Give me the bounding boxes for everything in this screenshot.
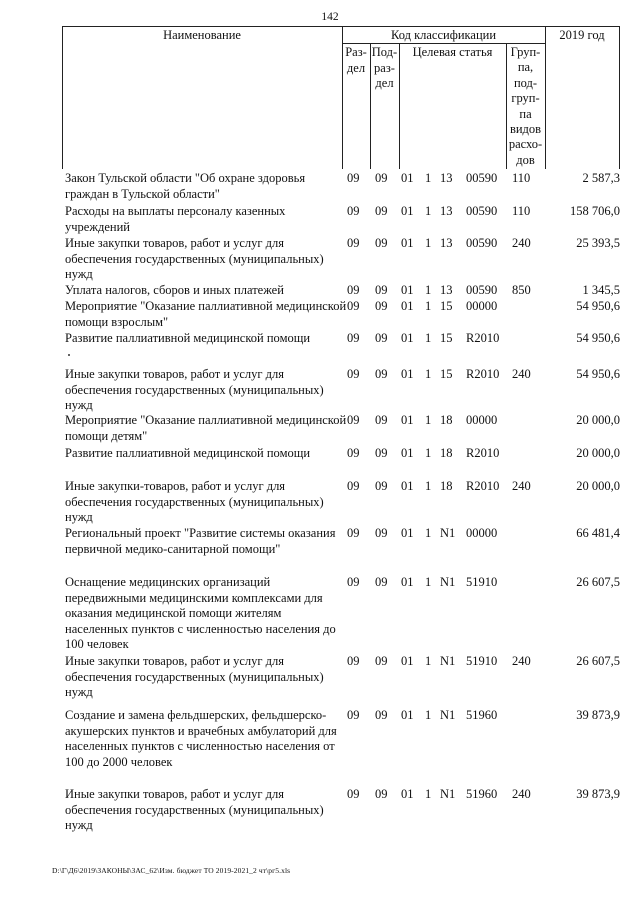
row-program: 01 xyxy=(401,236,414,250)
row-item: 13 xyxy=(440,283,453,297)
row-item: 13 xyxy=(440,204,453,218)
header-subsection: Под- раз- дел xyxy=(371,45,398,90)
row-program: 01 xyxy=(401,526,414,540)
row-item: 13 xyxy=(440,171,453,185)
row-section: 09 xyxy=(347,575,360,589)
row-direction: 00000 xyxy=(466,526,498,540)
row-name: Уплата налогов, сборов и иных платежей xyxy=(65,283,284,297)
row-name: Иные закупки-товаров, работ и услуг для обеспечения государственных (муниципальных) нужд xyxy=(65,479,324,524)
row-name: Иные закупки товаров, работ и услуг для обеспечения государственных (муниципальных) нужд xyxy=(65,367,324,412)
row-section: 09 xyxy=(347,236,360,250)
row-expense-type: 240 xyxy=(512,654,531,668)
row-subsection: 09 xyxy=(375,526,388,540)
row-name: Закон Тульской области "Об охране здоровья граждан в Тульской области" xyxy=(65,171,306,201)
header-year: 2019 год xyxy=(559,28,605,42)
row-subprogram: 1 xyxy=(425,299,432,313)
row-direction: 00000 xyxy=(466,299,498,313)
row-direction: R2010 xyxy=(466,331,500,345)
row-direction: R2010 xyxy=(466,479,500,493)
row-amount: 54 950,6 xyxy=(576,299,620,313)
row-section: 09 xyxy=(347,204,360,218)
row-direction: 00590 xyxy=(466,236,498,250)
row-amount: 54 950,6 xyxy=(576,367,620,381)
row-program: 01 xyxy=(401,654,414,668)
row-subsection: 09 xyxy=(375,204,388,218)
row-name: Иные закупки товаров, работ и услуг для обеспечения государственных (муниципальных) нужд xyxy=(65,787,324,832)
row-item: N1 xyxy=(440,654,456,668)
row-item: 18 xyxy=(440,446,453,460)
row-expense-type: 110 xyxy=(512,171,531,185)
row-direction: 51910 xyxy=(466,575,498,589)
header-target: Целевая статья xyxy=(412,45,493,59)
row-item: 18 xyxy=(440,413,453,427)
row-name: Региональный проект "Развитие системы оказания первичной медико-санитарной помощи" xyxy=(65,526,336,556)
row-subprogram: 1 xyxy=(425,331,432,345)
row-subprogram: 1 xyxy=(425,204,432,218)
header-section: Раз- дел xyxy=(345,45,367,75)
scan-speck xyxy=(68,354,70,356)
row-subprogram: 1 xyxy=(425,708,432,722)
row-direction: 00590 xyxy=(466,171,498,185)
row-subprogram: 1 xyxy=(425,654,432,668)
row-item: 15 xyxy=(440,299,453,313)
row-program: 01 xyxy=(401,708,414,722)
row-subsection: 09 xyxy=(375,299,388,313)
col-divider-group xyxy=(545,26,546,169)
row-subsection: 09 xyxy=(375,331,388,345)
row-section: 09 xyxy=(347,413,360,427)
row-direction: 00000 xyxy=(466,413,498,427)
row-section: 09 xyxy=(347,479,360,493)
header-name: Наименование xyxy=(163,28,241,42)
row-name: Иные закупки товаров, работ и услуг для обеспечения государственных (муниципальных) нужд xyxy=(65,236,324,281)
row-subsection: 09 xyxy=(375,236,388,250)
row-section: 09 xyxy=(347,654,360,668)
row-amount: 26 607,5 xyxy=(576,654,620,668)
row-item: 15 xyxy=(440,331,453,345)
row-subprogram: 1 xyxy=(425,575,432,589)
row-direction: 51960 xyxy=(466,787,498,801)
row-item: 18 xyxy=(440,479,453,493)
row-amount: 26 607,5 xyxy=(576,575,620,589)
row-subsection: 09 xyxy=(375,446,388,460)
row-program: 01 xyxy=(401,283,414,297)
row-name: Развитие паллиативной медицинской помощи xyxy=(65,446,311,460)
row-direction: R2010 xyxy=(466,367,500,381)
row-name: Мероприятие "Оказание паллиативной медицинской помощи взрослым" xyxy=(65,299,347,329)
row-section: 09 xyxy=(347,787,360,801)
table-left-border xyxy=(62,26,63,169)
row-subprogram: 1 xyxy=(425,787,432,801)
row-direction: 00590 xyxy=(466,283,498,297)
row-name: Иные закупки товаров, работ и услуг для обеспечения государственных (муниципальных) нужд xyxy=(65,654,324,699)
row-item: N1 xyxy=(440,787,456,801)
row-section: 09 xyxy=(347,367,360,381)
row-subsection: 09 xyxy=(375,283,388,297)
row-expense-type: 110 xyxy=(512,204,531,218)
row-amount: 39 873,9 xyxy=(576,787,620,801)
row-name: Расходы на выплаты персоналу казенных учреждений xyxy=(65,204,286,234)
row-amount: 66 481,4 xyxy=(576,526,620,540)
row-amount: 20 000,0 xyxy=(576,413,620,427)
row-subsection: 09 xyxy=(375,171,388,185)
row-section: 09 xyxy=(347,283,360,297)
row-subprogram: 1 xyxy=(425,479,432,493)
row-expense-type: 240 xyxy=(512,236,531,250)
row-subsection: 09 xyxy=(375,413,388,427)
row-program: 01 xyxy=(401,331,414,345)
row-subprogram: 1 xyxy=(425,413,432,427)
row-program: 01 xyxy=(401,575,414,589)
row-amount: 158 706,0 xyxy=(570,204,620,218)
row-amount: 54 950,6 xyxy=(576,331,620,345)
row-amount: 25 393,5 xyxy=(576,236,620,250)
row-program: 01 xyxy=(401,299,414,313)
row-subprogram: 1 xyxy=(425,526,432,540)
row-amount: 39 873,9 xyxy=(576,708,620,722)
table-right-border xyxy=(619,26,620,169)
row-program: 01 xyxy=(401,204,414,218)
row-subsection: 09 xyxy=(375,654,388,668)
row-direction: 51960 xyxy=(466,708,498,722)
col-divider-subsection xyxy=(399,43,400,169)
row-section: 09 xyxy=(347,299,360,313)
row-subsection: 09 xyxy=(375,708,388,722)
page-number: 142 xyxy=(321,11,339,23)
row-expense-type: 240 xyxy=(512,367,531,381)
table-top-border xyxy=(62,26,619,27)
row-direction: 00590 xyxy=(466,204,498,218)
row-name: Развитие паллиативной медицинской помощи xyxy=(65,331,311,345)
row-subsection: 09 xyxy=(375,787,388,801)
header-classification: Код классификации xyxy=(390,28,497,42)
row-subsection: 09 xyxy=(375,479,388,493)
row-subsection: 09 xyxy=(375,575,388,589)
row-amount: 2 587,3 xyxy=(582,171,620,185)
row-expense-type: 850 xyxy=(512,283,531,297)
row-program: 01 xyxy=(401,787,414,801)
row-expense-type: 240 xyxy=(512,479,531,493)
row-amount: 20 000,0 xyxy=(576,446,620,460)
row-item: 13 xyxy=(440,236,453,250)
row-subprogram: 1 xyxy=(425,236,432,250)
row-amount: 20 000,0 xyxy=(576,479,620,493)
row-subprogram: 1 xyxy=(425,367,432,381)
row-item: 15 xyxy=(440,367,453,381)
row-program: 01 xyxy=(401,446,414,460)
row-direction: R2010 xyxy=(466,446,500,460)
row-section: 09 xyxy=(347,708,360,722)
row-program: 01 xyxy=(401,413,414,427)
row-expense-type: 240 xyxy=(512,787,531,801)
row-section: 09 xyxy=(347,526,360,540)
row-section: 09 xyxy=(347,446,360,460)
row-subprogram: 1 xyxy=(425,171,432,185)
header-expense-group: Груп- па, под- груп- па видов расхо- дов xyxy=(508,45,543,167)
row-amount: 1 345,5 xyxy=(582,283,620,297)
row-program: 01 xyxy=(401,171,414,185)
row-item: N1 xyxy=(440,526,456,540)
row-name: Создание и замена фельдшерских, фельдшерско-акушерских пунктов и врачебных амбулаторий для населенных пунктов с численностью населения от 100 до 2000 человек xyxy=(65,708,337,769)
row-subprogram: 1 xyxy=(425,283,432,297)
row-program: 01 xyxy=(401,367,414,381)
file-path-footer: D:\Г\Д6\2019\ЗАКОНЫ\ЗАС_62\Изм. бюджет ТО 2019-2021_2 чт\рг5.xls xyxy=(52,866,291,875)
row-item: N1 xyxy=(440,708,456,722)
row-name: Мероприятие "Оказание паллиативной медицинской помощи детям" xyxy=(65,413,347,443)
row-program: 01 xyxy=(401,479,414,493)
row-direction: 51910 xyxy=(466,654,498,668)
row-subsection: 09 xyxy=(375,367,388,381)
row-item: N1 xyxy=(440,575,456,589)
row-section: 09 xyxy=(347,331,360,345)
row-name: Оснащение медицинских организаций передвижными медицинскими комплексами для оказания медицинской помощи жителям населенных пунктов с численностью населения до 100 человек xyxy=(65,575,336,651)
row-section: 09 xyxy=(347,171,360,185)
row-subprogram: 1 xyxy=(425,446,432,460)
